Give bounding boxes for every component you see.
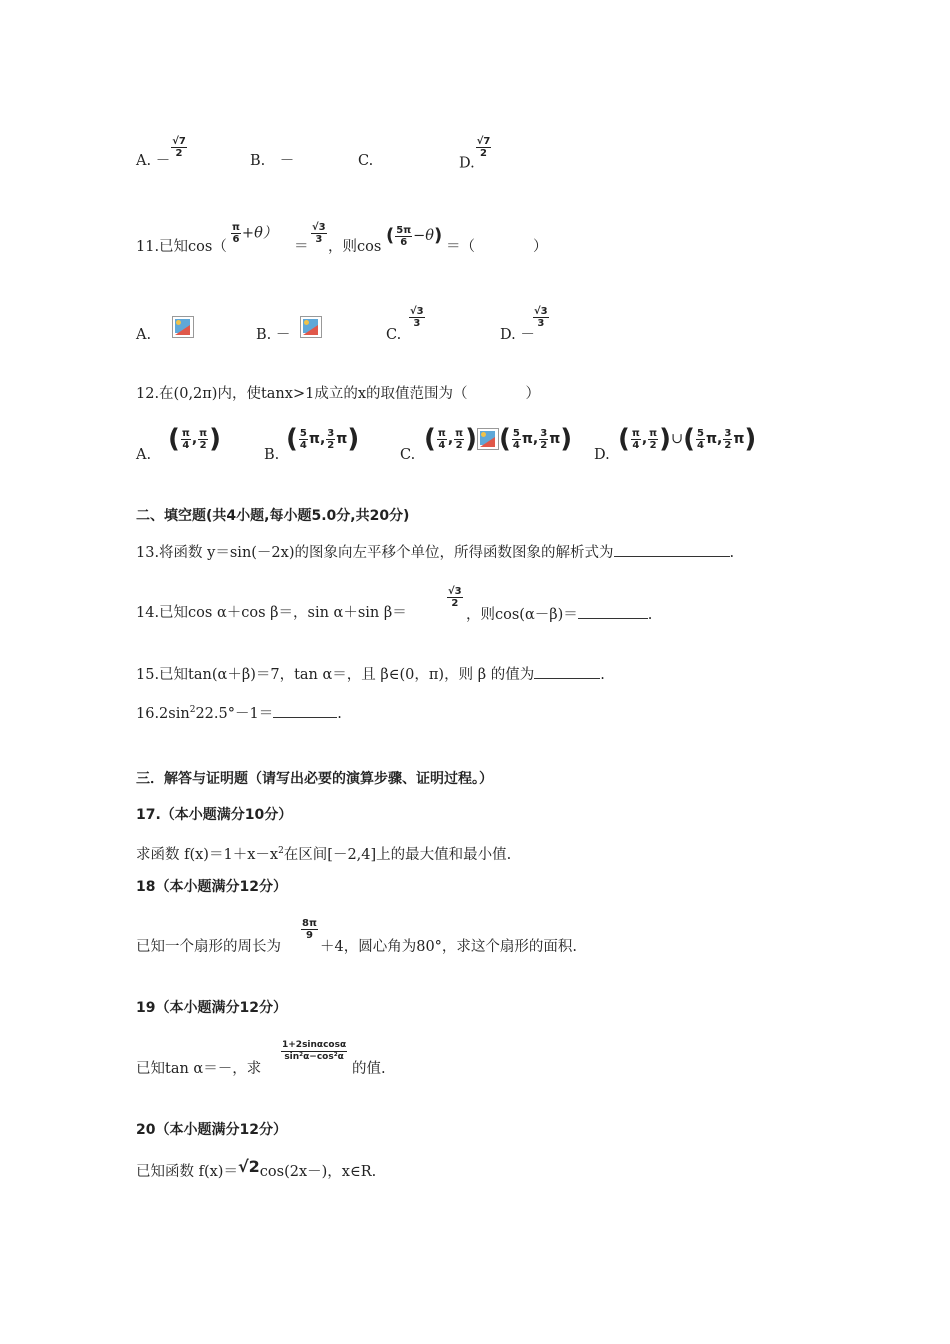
fraction-numerator: √3 [312, 222, 326, 233]
fraction-numerator: 5π [396, 224, 412, 236]
q12-option-c-label: C. [400, 447, 416, 463]
fraction-numerator: π [232, 222, 240, 233]
q17-body [136, 842, 511, 864]
fraction-denominator: 2 [455, 439, 463, 451]
fraction-denominator: 9 [305, 930, 313, 941]
comma: , [532, 431, 539, 447]
option-a-label: A. － [136, 153, 171, 169]
comma: , [717, 431, 723, 447]
q11-fraction-root3-3 [311, 222, 327, 245]
q12-option-c-interval: ( $\frac{\pi}{4}$ , $\frac{\pi}{2}$ ) ( $\frac{5}{4}$ π, $\frac{3}{2}$ π) [424, 424, 573, 454]
fraction-numerator: 3 [724, 427, 732, 439]
fraction-numerator: π [437, 427, 446, 439]
q18-suffix: ＋4，圆心角为80°，求这个扇形的面积. [320, 939, 578, 955]
fraction-numerator: √3 [448, 586, 462, 597]
question-12: 12.在(0,2π)内，使tanx>1成立的x的取值范围为（ ） [136, 386, 541, 402]
broken-image-icon [298, 316, 324, 338]
fraction-denominator: 6 [232, 234, 240, 245]
q15-answer-blank [534, 664, 600, 679]
comma: , [191, 431, 198, 447]
fraction-denominator: 4 [632, 439, 640, 451]
q11-fraction-pi-6 [231, 222, 241, 245]
q20-prefix: 已知函数 f(x)＝ [136, 1164, 238, 1180]
q10-option-a [136, 136, 188, 175]
question-16: $16.2\sin^222.5^\circ-1=$ . [136, 701, 342, 723]
fraction-denominator: 4 [438, 439, 446, 451]
fraction-denominator: sin²α−cos²α [284, 1052, 344, 1062]
q17-title: 17.（本小题满分10分） [136, 807, 293, 823]
broken-image-icon [170, 316, 196, 338]
fraction-numerator: √7 [172, 136, 186, 147]
fraction-numerator: 5 [512, 427, 520, 439]
q12-option-a-interval: ( $\frac{\pi}{4}$ , $\frac{\pi}{2}$ ) [168, 424, 221, 454]
q11-option-c-fraction [408, 306, 426, 329]
pi: π [549, 431, 561, 447]
q10-option-d [459, 136, 492, 175]
q14-answer-blank [578, 604, 648, 619]
fraction-numerator: √7 [476, 136, 491, 147]
q10-option-c: C. [358, 153, 374, 169]
question-13: 13.将函数 y＝sin(－2x)的图象向左平移个单位，所得函数图象的解析式为 . [136, 542, 734, 562]
q11-option-b-label: B. － [256, 327, 291, 343]
fraction-denominator: 2 [649, 439, 657, 451]
q11-then-cos: ，则cos [328, 239, 382, 255]
fraction-numerator: π [649, 427, 658, 439]
fraction-numerator: π [181, 427, 190, 439]
q18-title: 18（本小题满分12分） [136, 879, 287, 895]
q16-answer-blank [273, 703, 337, 718]
pi: π [308, 431, 320, 447]
q19-prefix: 已知tan α＝－，求 [136, 1061, 262, 1077]
q11-theta-2: −θ [413, 228, 434, 244]
fraction-numerator: 8π [302, 918, 317, 929]
union-symbol: ∪ [670, 431, 684, 447]
q11-option-d-label: D. － [500, 327, 535, 343]
q11-value [310, 222, 328, 245]
q20-suffix: cos(2x－)，x∈R. [259, 1164, 377, 1180]
pi: π [733, 431, 745, 447]
q11-option-d-fraction [532, 306, 550, 329]
q17-body-prefix: 求函数 f(x)＝1＋x－x [136, 846, 279, 863]
q19-suffix: 的值. [352, 1061, 386, 1077]
fraction-denominator: 2 [480, 148, 488, 159]
fraction-denominator: 2 [199, 439, 207, 451]
q12-option-a-label: A. [136, 447, 152, 463]
question-15: 15.已知tan(α＋β)＝7，tan α＝，且 β∈(0，π)，则 β 的值为 . [136, 664, 605, 684]
fraction-denominator: 4 [182, 439, 190, 451]
fraction-denominator: 3 [315, 234, 323, 245]
fraction-denominator: 2 [724, 439, 732, 451]
q12-option-d-interval: ( $\frac{\pi}{4}$ , $\frac{\pi}{2}$ )∪( $\frac{5}{4}$ π, $\frac{3}{2}$ π) [618, 424, 757, 454]
fraction-numerator: 5 [299, 427, 307, 439]
q16-prefix: 16.2sin [136, 705, 190, 722]
fraction-denominator: 2 [540, 439, 548, 451]
pi: π [521, 431, 533, 447]
fraction-denominator: 2 [451, 598, 459, 609]
q11-option-a-label: A. [136, 327, 152, 343]
q11-angle-2: ( $\frac{5\pi}{6}$ −θ) [386, 224, 443, 248]
comma: , [641, 431, 648, 447]
broken-image-icon [477, 428, 499, 450]
q20-body [136, 1157, 377, 1181]
q14-suffix-wrap: ，则cos(α－β)＝ . [466, 604, 652, 624]
fraction-numerator: 3 [327, 427, 335, 439]
q11-answer-blank: ＝（ ） [446, 239, 548, 255]
fraction-denominator: 4 [512, 439, 520, 451]
option-d-fraction [476, 136, 492, 159]
fraction-numerator: 1+2sinαcosα [282, 1040, 347, 1050]
q16-superscript: 2 [189, 705, 196, 715]
q11-option-c-label: C. [386, 327, 402, 343]
q11-angle [230, 222, 277, 245]
q18-prefix: 已知一个扇形的周长为 [136, 939, 281, 955]
q20-title: 20（本小题满分12分） [136, 1122, 287, 1138]
q11-prefix: 11.已知cos（ [136, 239, 227, 255]
option-a-fraction [171, 136, 187, 159]
q12-option-b-interval: ( $\frac{5}{4}$ π, $\frac{3}{2}$ π) [286, 424, 360, 454]
q11-fraction-5pi-6 [395, 225, 412, 248]
q19-title: 19（本小题满分12分） [136, 1000, 287, 1016]
fraction-denominator: 3 [413, 318, 421, 329]
pi: π [705, 431, 718, 447]
q14-fraction [446, 586, 464, 609]
option-d-label: D. [459, 155, 475, 172]
q12-option-b-label: B. [264, 447, 280, 463]
q11-theta: +θ） [241, 225, 278, 242]
comma: , [447, 431, 454, 447]
q13-answer-blank [614, 542, 730, 557]
q19-fraction [280, 1040, 348, 1063]
q11-equals: ＝ [294, 239, 309, 255]
q15-text: 15.已知tan(α＋β)＝7，tan α＝，且 β∈(0，π)，则 β 的值为 [136, 667, 535, 683]
fraction-numerator: √3 [410, 306, 424, 317]
fraction-denominator: 3 [537, 318, 545, 329]
q18-fraction [300, 918, 319, 941]
q13-text: 13.将函数 y＝sin(－2x)的图象向左平移个单位，所得函数图象的解析式为 [136, 545, 614, 561]
fraction-numerator: π [455, 427, 464, 439]
section-3-heading: 三．解答与证明题（请写出必要的演算步骤、证明过程。） [136, 771, 493, 787]
fraction-denominator: 6 [400, 236, 408, 248]
fraction-denominator: 4 [697, 439, 704, 451]
fraction-numerator: √3 [534, 306, 548, 317]
q14-suffix: ，则cos(α－β)＝ [466, 607, 578, 623]
q12-option-d-label: D. [594, 447, 610, 463]
section-2-heading: 二、填空题(共4小题,每小题5.0分,共20分) [136, 508, 410, 524]
fraction-denominator: 4 [299, 439, 307, 451]
pi: π [336, 431, 348, 447]
q17-body-suffix: 在区间[－2,4]上的最大值和最小值. [283, 846, 512, 863]
q16-suffix: 22.5°－1＝ [195, 705, 274, 722]
fraction-numerator: π [199, 427, 208, 439]
fraction-numerator: 5 [697, 427, 704, 439]
fraction-numerator: 3 [540, 427, 548, 439]
fraction-denominator: 2 [327, 439, 335, 451]
q14-prefix: 14.已知cos α＋cos β＝，sin α＋sin β＝ [136, 605, 407, 621]
q10-option-b: B. － [250, 153, 295, 169]
fraction-numerator: π [631, 427, 640, 439]
q17-superscript: 2 [278, 846, 284, 856]
fraction-denominator: 2 [175, 148, 183, 159]
comma: , [319, 431, 326, 447]
q20-sqrt2: √2 [237, 1157, 260, 1176]
